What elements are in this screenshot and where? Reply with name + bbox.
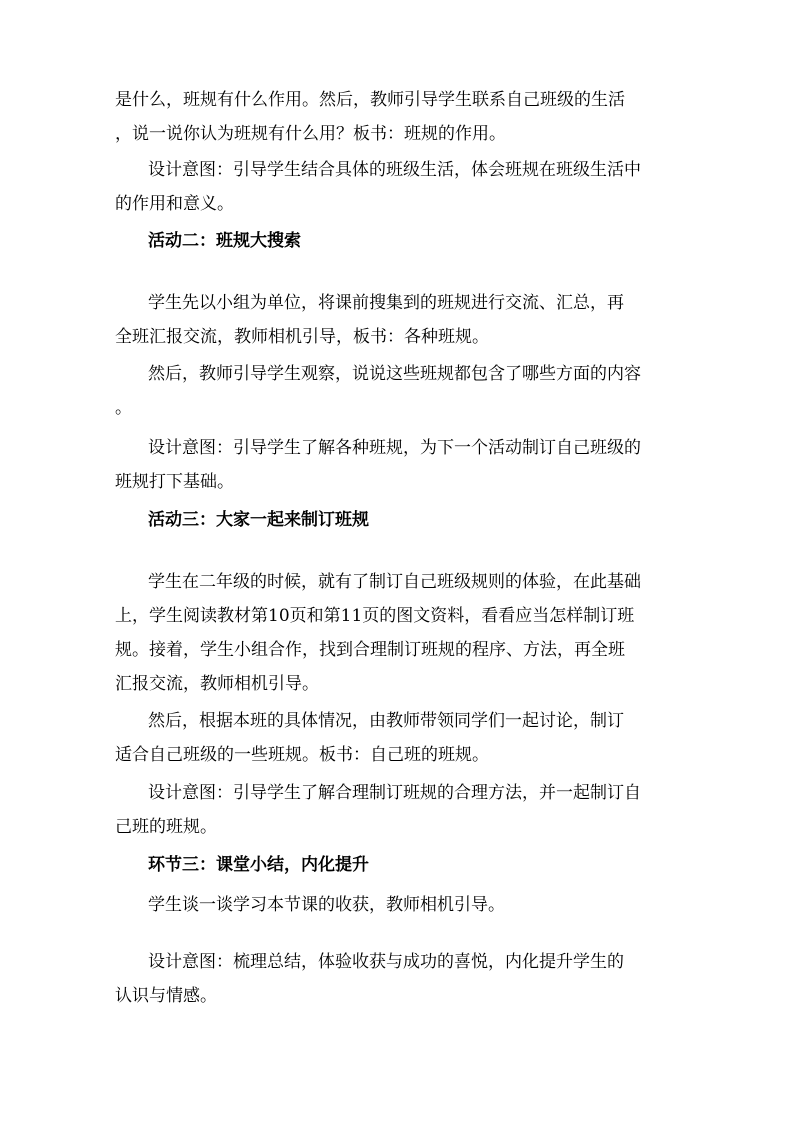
text-line: 汇报交流，教师相机引导。 (115, 674, 319, 694)
text-line: 认识与情感。 (115, 986, 217, 1006)
text-line: 然后，根据本班的具体情况，由教师带领同学们一起讨论，制订 (148, 711, 624, 731)
text-line: 学生先以小组为单位，将课前搜集到的班规进行交流、汇总，再 (148, 293, 624, 313)
section-heading: 环节三：课堂小结，内化提升 (148, 855, 369, 875)
section-heading: 活动二：班规大搜索 (148, 231, 301, 251)
text-line: 设计意图：引导学生了解各种班规，为下一个活动制订自己班级的 (148, 438, 641, 458)
text-line: 设计意图：梳理总结，体验收获与成功的喜悦，内化提升学生的 (148, 952, 624, 972)
text-line: 规。接着，学生小组合作，找到合理制订班规的程序、方法，再全班 (115, 640, 625, 660)
text-line: 设计意图：引导学生了解合理制订班规的合理方法，并一起制订自 (148, 783, 641, 803)
text-line: 学生谈一谈学习本节课的收获，教师相机引导。 (148, 895, 505, 915)
text-line: 设计意图：引导学生结合具体的班级生活，体会班规在班级生活中 (148, 160, 641, 180)
text-line: 是什么，班规有什么作用。然后，教师引导学生联系自己班级的生活 (115, 90, 625, 110)
text-line: 学生在二年级的时候，就有了制订自己班级规则的体验，在此基础 (148, 572, 641, 592)
text-line: 己班的班规。 (115, 817, 217, 837)
section-heading: 活动三：大家一起来制订班规 (148, 510, 369, 530)
text-line: 。 (115, 398, 132, 418)
text-line: 上，学生阅读教材第10页和第11页的图文资料，看看应当怎样制订班 (115, 606, 635, 626)
text-line: 的作用和意义。 (115, 194, 234, 214)
text-line: 适合自己班级的一些班规。板书：自己班的班规。 (115, 745, 489, 765)
text-line: ，说一说你认为班规有什么用？板书：班规的作用。 (115, 124, 506, 144)
text-line: 然后，教师引导学生观察，说说这些班规都包含了哪些方面的内容 (148, 364, 641, 384)
text-line: 全班汇报交流，教师相机引导，板书：各种班规。 (115, 327, 489, 347)
text-line: 班规打下基础。 (115, 472, 234, 492)
